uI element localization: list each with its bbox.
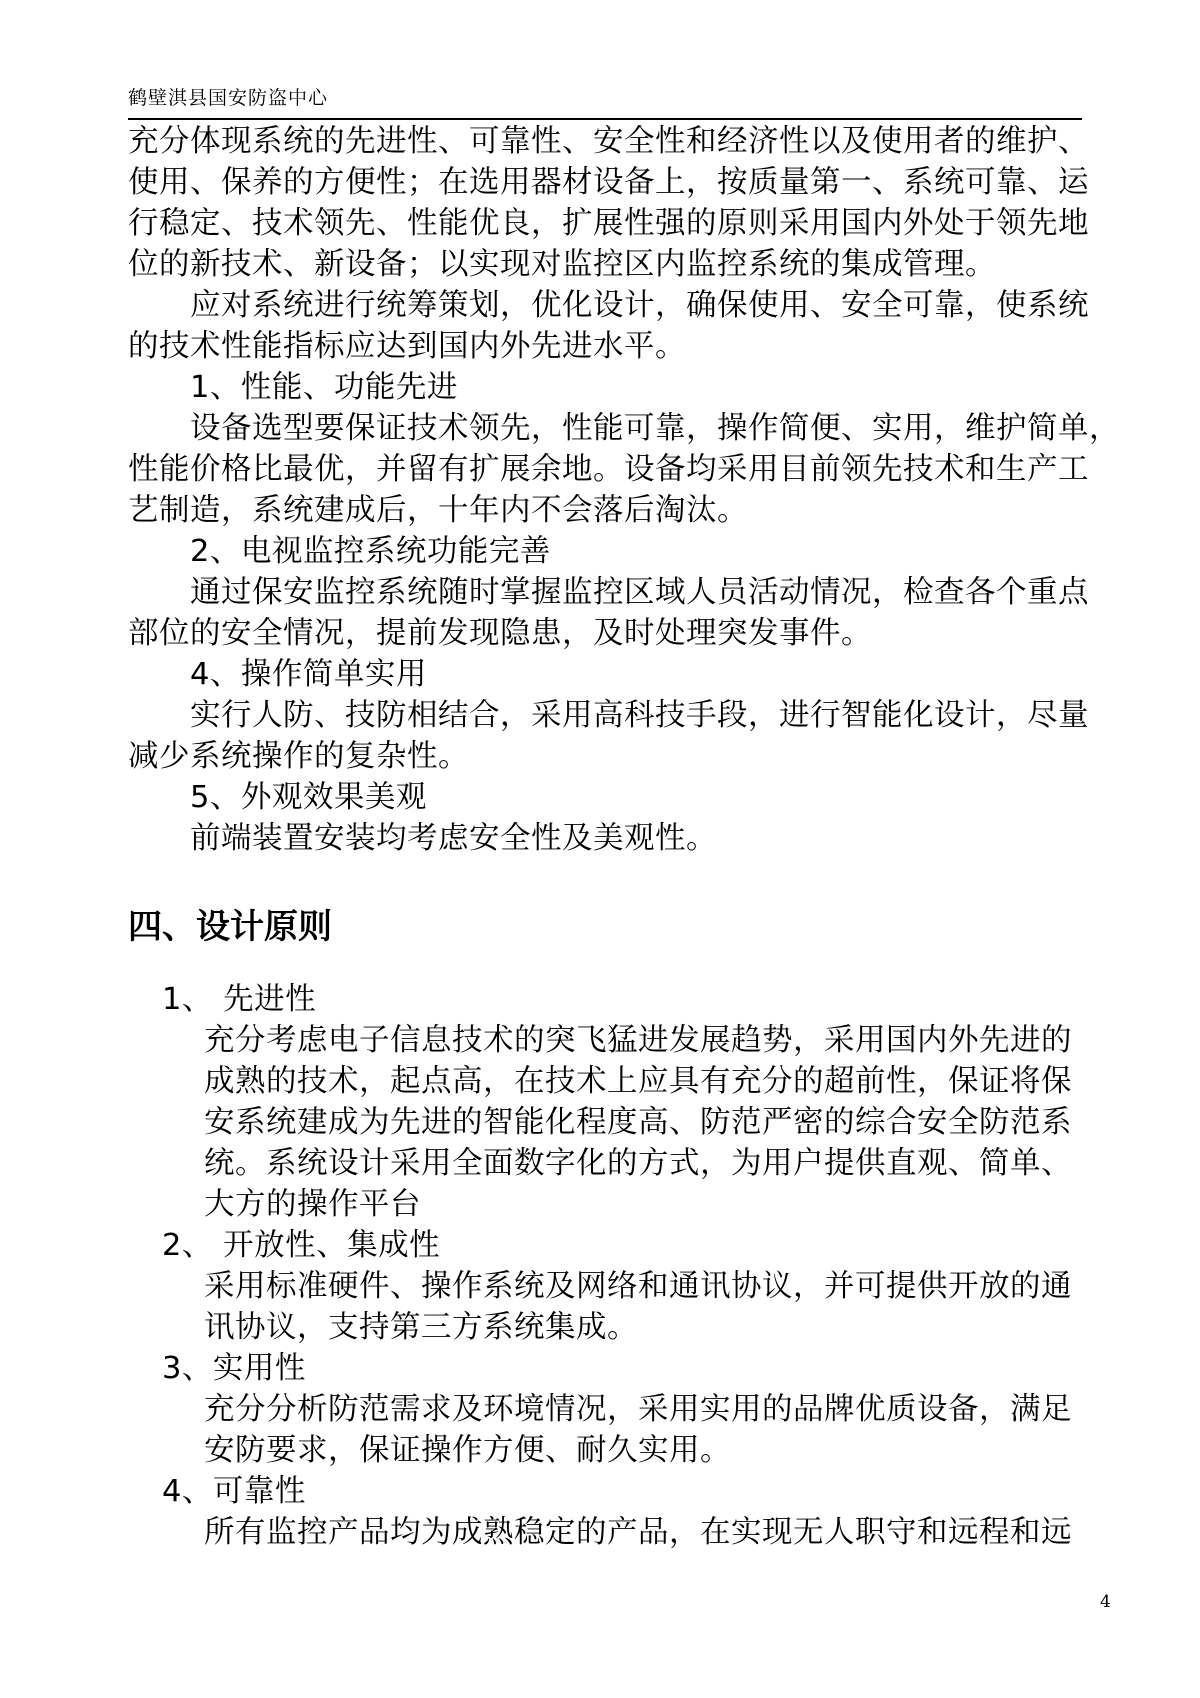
principle-heading: 4、可靠性 (162, 1474, 306, 1509)
principle-heading: 1、 先进性 (162, 982, 317, 1017)
body-line: 艺制造，系统建成后，十年内不会落后淘汰。 (128, 493, 748, 528)
body-line: 应对系统进行统筹策划，优化设计，确保使用、安全可靠，使系统 (190, 288, 1089, 323)
principle-line: 所有监控产品均为成熟稳定的产品，在实现无人职守和远程和远 (204, 1515, 1072, 1550)
subheading: 4、操作简单实用 (190, 657, 427, 692)
principle-line: 充分分析防范需求及环境情况，采用实用的品牌优质设备，满足 (204, 1392, 1072, 1427)
body-line: 的技术性能指标应达到国内外先进水平。 (128, 329, 686, 364)
principle-heading: 2、 开放性、集成性 (162, 1228, 441, 1263)
principle-line: 大方的操作平台 (204, 1187, 421, 1222)
section-heading: 四、设计原则 (128, 907, 332, 947)
header-rule (128, 118, 1082, 120)
principle-line: 统。系统设计采用全面数字化的方式，为用户提供直观、简单、 (204, 1146, 1072, 1181)
body-line: 使用、保养的方便性；在选用器材设备上，按质量第一、系统可靠、运 (128, 165, 1089, 200)
body-line: 充分体现系统的先进性、可靠性、安全性和经济性以及使用者的维护、 (128, 124, 1089, 159)
body-line: 减少系统操作的复杂性。 (128, 739, 469, 774)
subheading: 5、外观效果美观 (190, 780, 427, 815)
body-line: 位的新技术、新设备；以实现对监控区内监控系统的集成管理。 (128, 247, 996, 282)
subheading: 1、性能、功能先进 (190, 370, 458, 405)
header-org: 鹤壁淇县国安防盗中心 (128, 87, 329, 109)
body-line: 部位的安全情况，提前发现隐患，及时处理突发事件。 (128, 616, 872, 651)
page-number: 4 (1100, 1592, 1111, 1612)
subheading: 2、电视监控系统功能完善 (190, 534, 551, 569)
principle-heading: 3、实用性 (162, 1351, 306, 1386)
body-line: 性能价格比最优，并留有扩展余地。设备均采用目前领先技术和生产工 (128, 452, 1089, 487)
body-line: 前端装置安装均考虑安全性及美观性。 (190, 821, 717, 856)
principle-line: 讯协议，支持第三方系统集成。 (204, 1310, 638, 1345)
principle-line: 充分考虑电子信息技术的突飞猛进发展趋势，采用国内外先进的 (204, 1023, 1072, 1058)
body-line: 设备选型要保证技术领先，性能可靠，操作简便、实用，维护简单， (190, 411, 1120, 446)
principle-line: 成熟的技术，起点高，在技术上应具有充分的超前性，保证将保 (204, 1064, 1072, 1099)
principle-line: 安系统建成为先进的智能化程度高、防范严密的综合安全防范系 (204, 1105, 1072, 1140)
principle-line: 采用标准硬件、操作系统及网络和通讯协议，并可提供开放的通 (204, 1269, 1072, 1304)
body-line: 行稳定、技术领先、性能优良，扩展性强的原则采用国内外处于领先地 (128, 206, 1089, 241)
body-line: 通过保安监控系统随时掌握监控区域人员活动情况，检查各个重点 (190, 575, 1089, 610)
principle-line: 安防要求，保证操作方便、耐久实用。 (204, 1433, 731, 1468)
page-header (128, 86, 1082, 120)
body-line: 实行人防、技防相结合，采用高科技手段，进行智能化设计，尽量 (190, 698, 1089, 733)
